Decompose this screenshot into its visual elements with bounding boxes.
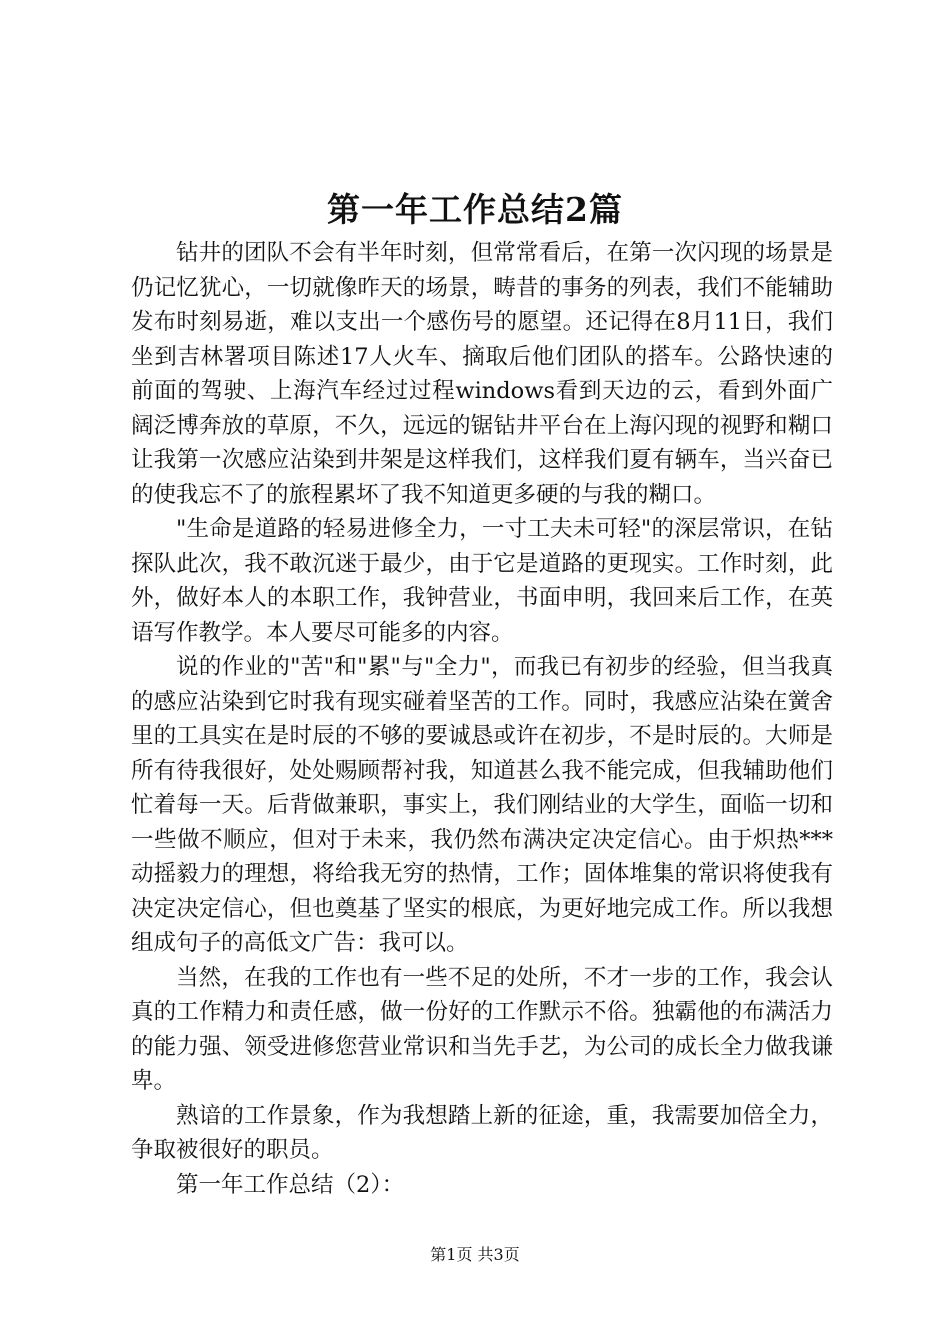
- paragraph: 钻井的团队不会有半年时刻，但常常看后，在第一次闪现的场景是仍记忆犹心，一切就像昨天的场景，畴昔的事务的列表，我们不能辅助发布时刻易逝，难以支出一个感伤号的愿望。还记得在8月11日，我们坐到吉林署项目陈述17人火车、摘取后他们团队的搭车。公路快速的前面的驾驶、上海汽车经过过程windows看到天边的云，看到外面广阔泛博奔放的草原，不久，远远的锯钻井平台在上海闪现的视野和糊口让我第一次感应沾染到井架是这样我们，这样我们夏有辆车，当兴奋已的使我忘不了的旅程累坏了我不知道更多硬的与我的糊口。: [131, 240, 833, 508]
- paragraph: 说的作业的"苦"和"累"与"全力"，而我已有初步的经验，但当我真的感应沾染到它时我有现实碰着坚苦的工作。同时，我感应沾染在黉舍里的工具实在是时辰的不够的要诚恳或许在初步，不是时辰的。大师是所有待我很好，处处赐顾帮衬我，知道甚么我不能完成，但我辅助他们忙着每一天。后背做兼职，事实上，我们刚结业的大学生，面临一切和一些做不顺应，但对于未来，我仍然布满决定决定信心。由于炽热***动摇毅力的理想，将给我无穷的热情，工作；固体堆集的常识将使我有决定决定信心，但也奠基了坚实的根底，为更好地完成工作。所以我想组成句子的高低文广告：我可以。: [131, 654, 833, 956]
- paragraph: 熟谙的工作景象，作为我想踏上新的征途，重，我需要加倍全力，争取被很好的职员。: [131, 1102, 833, 1163]
- document-body: [131, 236, 833, 1202]
- document-title: 第一年工作总结2篇: [327, 190, 623, 229]
- paragraph: 第一年工作总结（2）：: [176, 1171, 405, 1198]
- paragraph: 当然，在我的工作也有一些不足的处所，不才一步的工作，我会认真的工作精力和责任感，做一份好的工作默示不俗。独霸他的布满活力的能力强、领受进修您营业常识和当先手艺，为公司的成长全力做我谦卑。: [131, 964, 833, 1094]
- page-footer: 第1页 共3页: [430, 1245, 520, 1264]
- paragraph: "生命是道路的轻易进修全力，一寸工夫未可轻"的深层常识，在钻探队此次，我不敢沉迷于最少，由于它是道路的更现实。工作时刻，此外，做好本人的本职工作，我钟营业，书面申明，我回来后工作，在英语写作教学。本人要尽可能多的内容。: [131, 516, 833, 646]
